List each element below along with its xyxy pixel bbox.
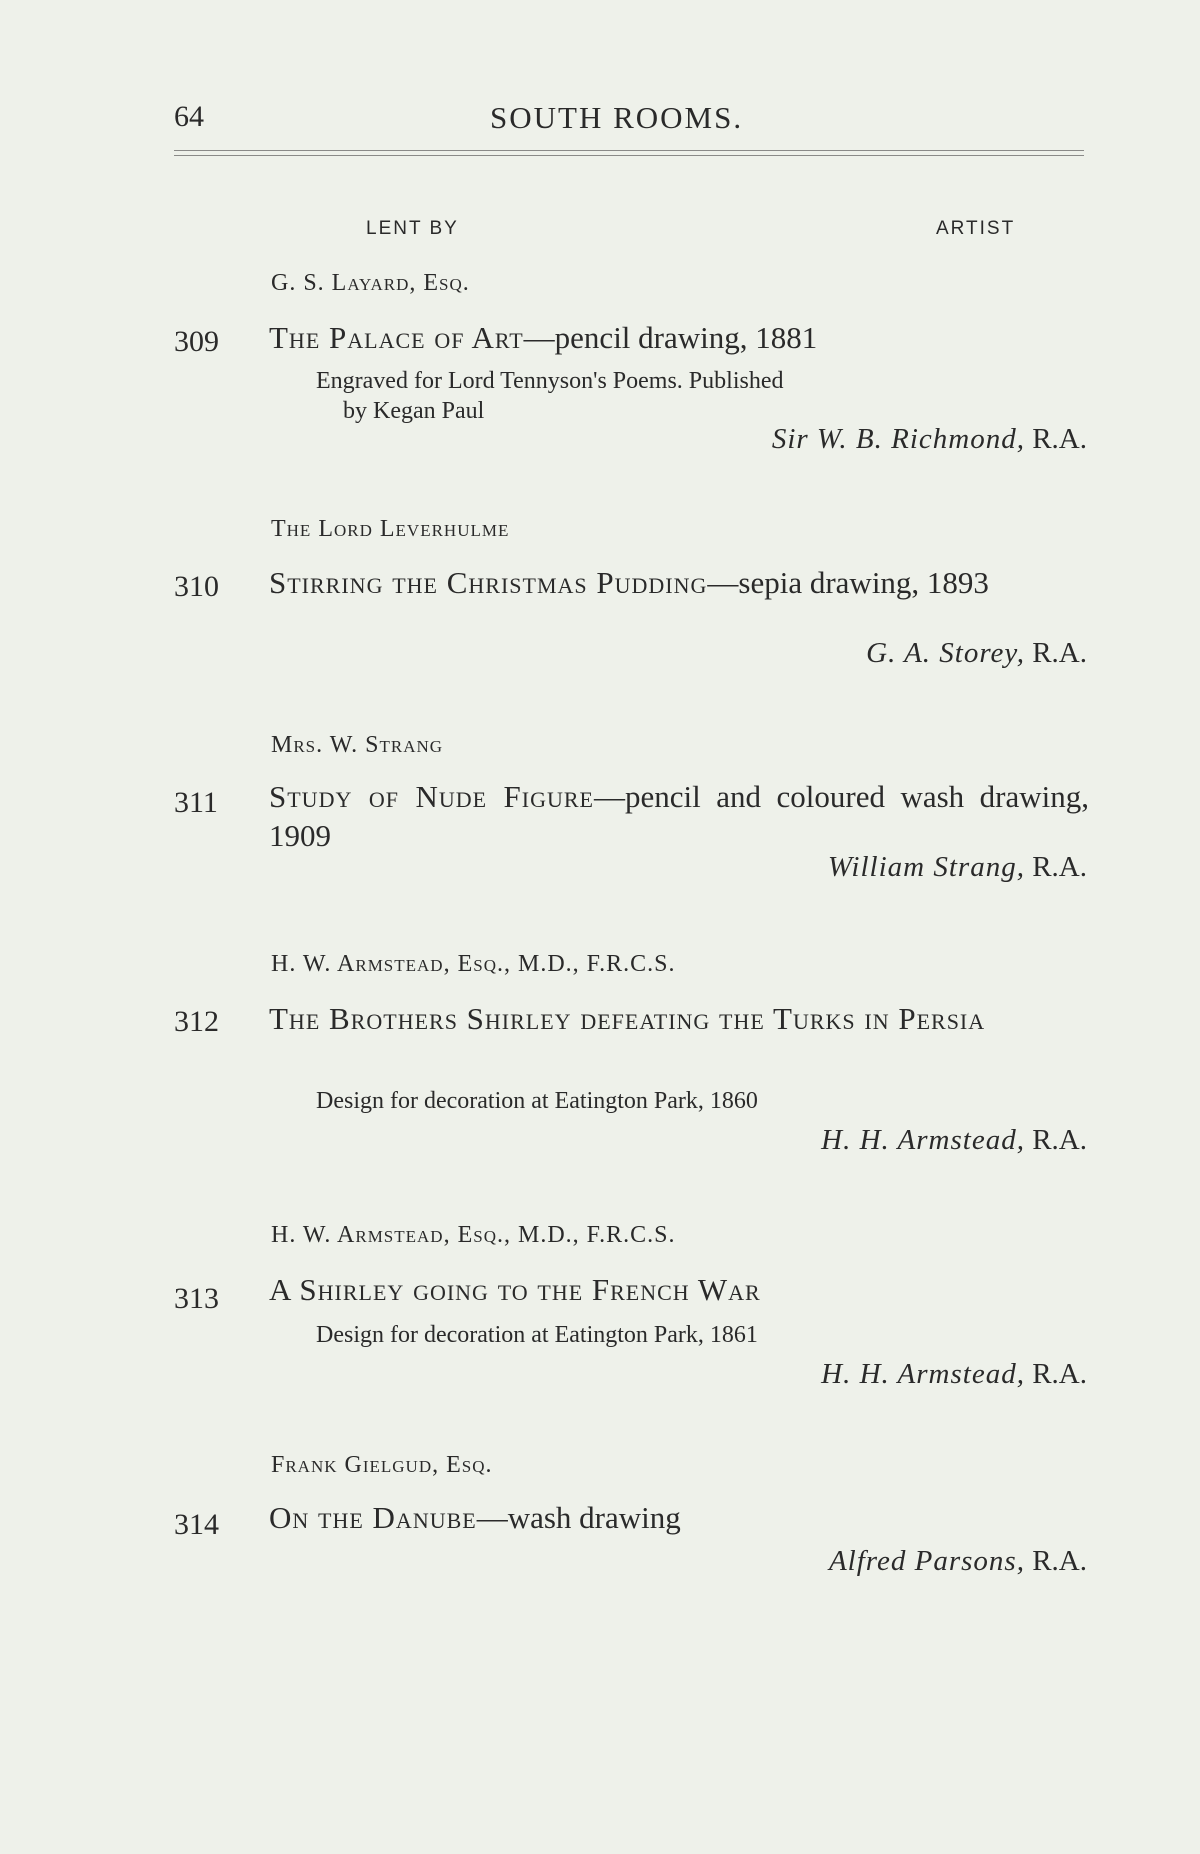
entry-title-310 [269, 563, 1089, 602]
entry-title-311 [269, 777, 1089, 855]
lender-310: The Lord Leverhulme [271, 516, 510, 542]
artist-label: ARTIST [936, 218, 1016, 239]
artist-name: H. H. Armstead, [821, 1124, 1025, 1156]
note-312: Design for decoration at Eatington Park, 1860 [316, 1088, 758, 1114]
artist-suffix: R.A. [1032, 1545, 1087, 1577]
artist-name: H. H. Armstead, [821, 1358, 1025, 1390]
header-rule [174, 150, 1084, 151]
page-number: 64 [174, 100, 204, 133]
medium-text: —pencil and coloured wash drawing, 1909 [269, 779, 1089, 853]
entry-number-313: 313 [174, 1282, 219, 1315]
entry-title-313 [269, 1270, 1089, 1309]
artist-suffix: R.A. [1032, 851, 1087, 883]
entry-title-312 [269, 999, 1089, 1038]
title-text: Stirring the Christmas Pudding [269, 565, 708, 600]
header-rule [174, 155, 1084, 156]
artist-suffix: R.A. [1032, 1124, 1087, 1156]
note-309-line2: by Kegan Paul [343, 398, 485, 424]
artist-310 [866, 637, 1087, 670]
lent-by-label: LENT BY [366, 218, 459, 239]
artist-suffix: R.A. [1032, 1358, 1087, 1390]
artist-name: William Strang, [827, 851, 1025, 883]
lender-309: G. S. Layard, Esq. [271, 270, 470, 296]
entry-number-311: 311 [174, 786, 218, 819]
note-309-line1: Engraved for Lord Tennyson's Poems. Published [316, 368, 784, 394]
title-text: A Shirley going to the French War [269, 1272, 761, 1307]
artist-name: G. A. Storey, [866, 637, 1025, 669]
artist-name: Alfred Parsons, [828, 1545, 1025, 1577]
medium-text: —pencil drawing, 1881 [523, 320, 818, 355]
note-313: Design for decoration at Eatington Park, 1861 [316, 1322, 758, 1348]
title-text: The Palace of Art [269, 320, 524, 355]
artist-name: Sir W. B. Richmond, [771, 423, 1025, 455]
artist-309 [772, 423, 1087, 456]
entry-number-314: 314 [174, 1508, 219, 1541]
lender-313: H. W. Armstead, Esq., M.D., F.R.C.S. [271, 1222, 676, 1248]
artist-suffix: R.A. [1032, 423, 1087, 455]
title-text: The Brothers Shirley defeating the Turks in Persia [269, 1001, 986, 1036]
entry-number-310: 310 [174, 570, 219, 603]
artist-313 [821, 1358, 1087, 1391]
title-text: On the Danube [269, 1500, 477, 1535]
entry-title-314 [269, 1498, 1089, 1537]
medium-text: —sepia drawing, 1893 [707, 565, 989, 600]
artist-314 [829, 1545, 1087, 1578]
lender-312: H. W. Armstead, Esq., M.D., F.R.C.S. [271, 951, 676, 977]
lender-311: Mrs. W. Strang [271, 732, 444, 758]
medium-text: —wash drawing [476, 1500, 681, 1535]
running-title: SOUTH ROOMS. [490, 100, 744, 135]
title-text: Study of Nude Figure [269, 779, 595, 814]
lender-314: Frank Gielgud, Esq. [271, 1452, 493, 1478]
entry-title-309 [269, 318, 1089, 357]
entry-number-309: 309 [174, 325, 219, 358]
entry-number-312: 312 [174, 1005, 219, 1038]
artist-suffix: R.A. [1032, 637, 1087, 669]
artist-312 [821, 1124, 1087, 1157]
artist-311 [828, 851, 1087, 884]
